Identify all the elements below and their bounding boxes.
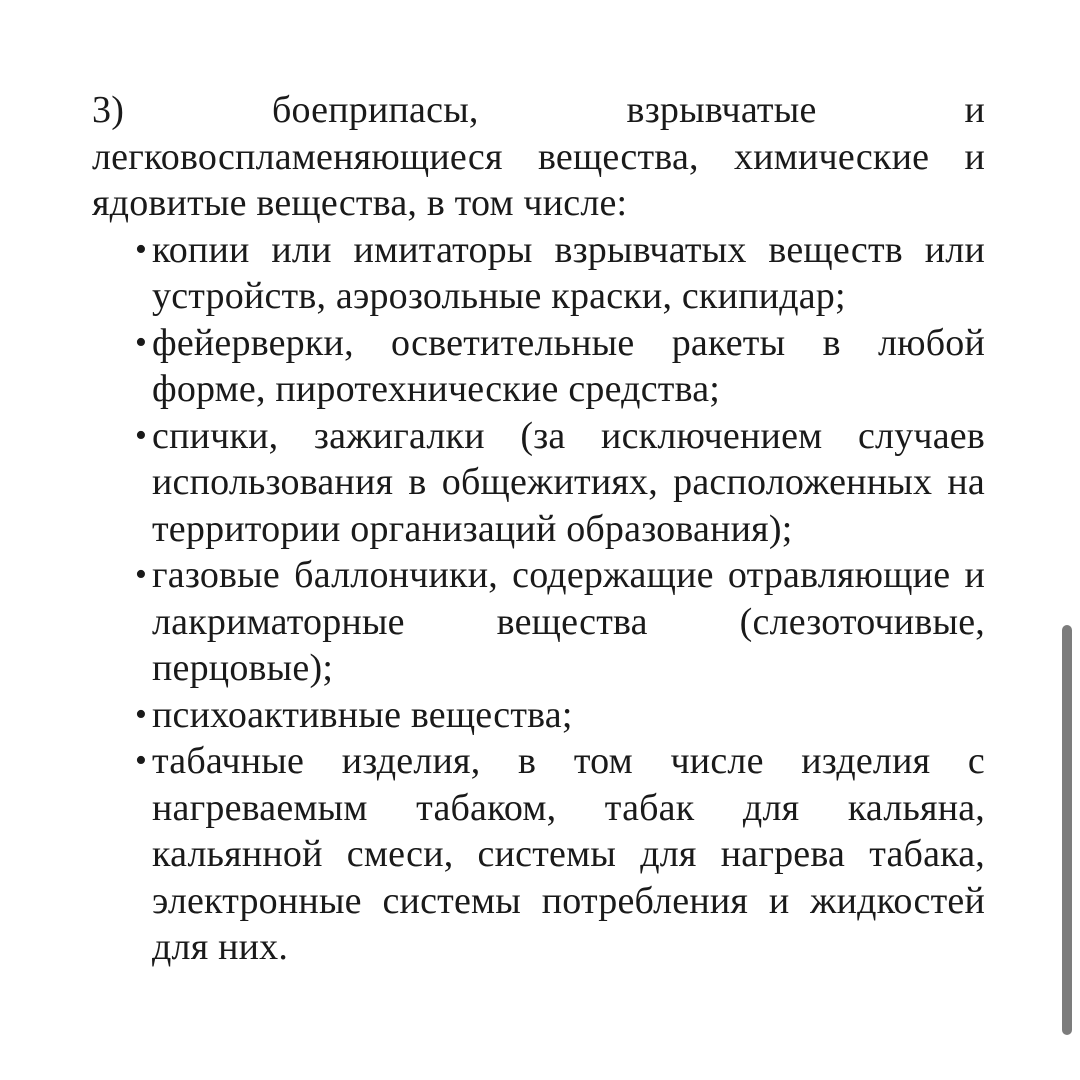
list-item bbox=[92, 227, 985, 320]
scrollbar-thumb[interactable] bbox=[1062, 625, 1072, 1035]
bullet-icon: • bbox=[134, 416, 148, 454]
clause-paragraph bbox=[92, 87, 985, 227]
text-line: территории организаций образования); bbox=[152, 507, 793, 550]
text-line: устройств, аэрозольные краски, скипидар; bbox=[152, 275, 846, 317]
document-text-block bbox=[92, 87, 985, 971]
text-line: для них. bbox=[152, 926, 289, 968]
text-line: газовые баллончики, содержащие отравляющие и bbox=[152, 554, 985, 596]
list-item bbox=[92, 320, 985, 413]
text-line: 3) боеприпасы, взрывчатые и bbox=[92, 89, 985, 131]
text-line: копии или имитаторы взрывчатых веществ или bbox=[152, 228, 985, 271]
text-line: легковоспламеняющиеся вещества, химические и bbox=[92, 135, 985, 178]
bullet-icon: • bbox=[134, 323, 148, 361]
text-line: перцовые); bbox=[152, 647, 334, 689]
text-line: фейерверки, осветительные ракеты в любой bbox=[152, 321, 985, 364]
text-line: табачные изделия, в том числе изделия с bbox=[152, 740, 985, 782]
list-item bbox=[92, 738, 985, 971]
prohibited-items-list bbox=[92, 227, 985, 971]
text-line: использования в общежитиях, расположенных на bbox=[152, 461, 985, 503]
list-item bbox=[92, 552, 985, 692]
list-item bbox=[92, 692, 985, 739]
text-line: форме, пиротехнические средства; bbox=[152, 368, 721, 410]
bullet-icon: • bbox=[134, 230, 148, 268]
text-line: лакриматорные вещества (слезоточивые, bbox=[152, 600, 985, 643]
text-line: нагреваемым табаком, табак для кальяна, bbox=[152, 786, 985, 829]
list-item bbox=[92, 413, 985, 553]
bullet-icon: • bbox=[134, 742, 148, 779]
text-line: кальянной смеси, системы для нагрева табака, bbox=[152, 833, 985, 875]
text-line: ядовитые вещества, в том числе: bbox=[92, 182, 628, 224]
bullet-icon: • bbox=[134, 556, 148, 593]
text-line: спички, зажигалки (за исключением случаев bbox=[152, 414, 985, 457]
bullet-icon: • bbox=[134, 695, 148, 733]
text-line: электронные системы потребления и жидкостей bbox=[152, 879, 985, 922]
text-line: психоактивные вещества; bbox=[152, 693, 573, 736]
